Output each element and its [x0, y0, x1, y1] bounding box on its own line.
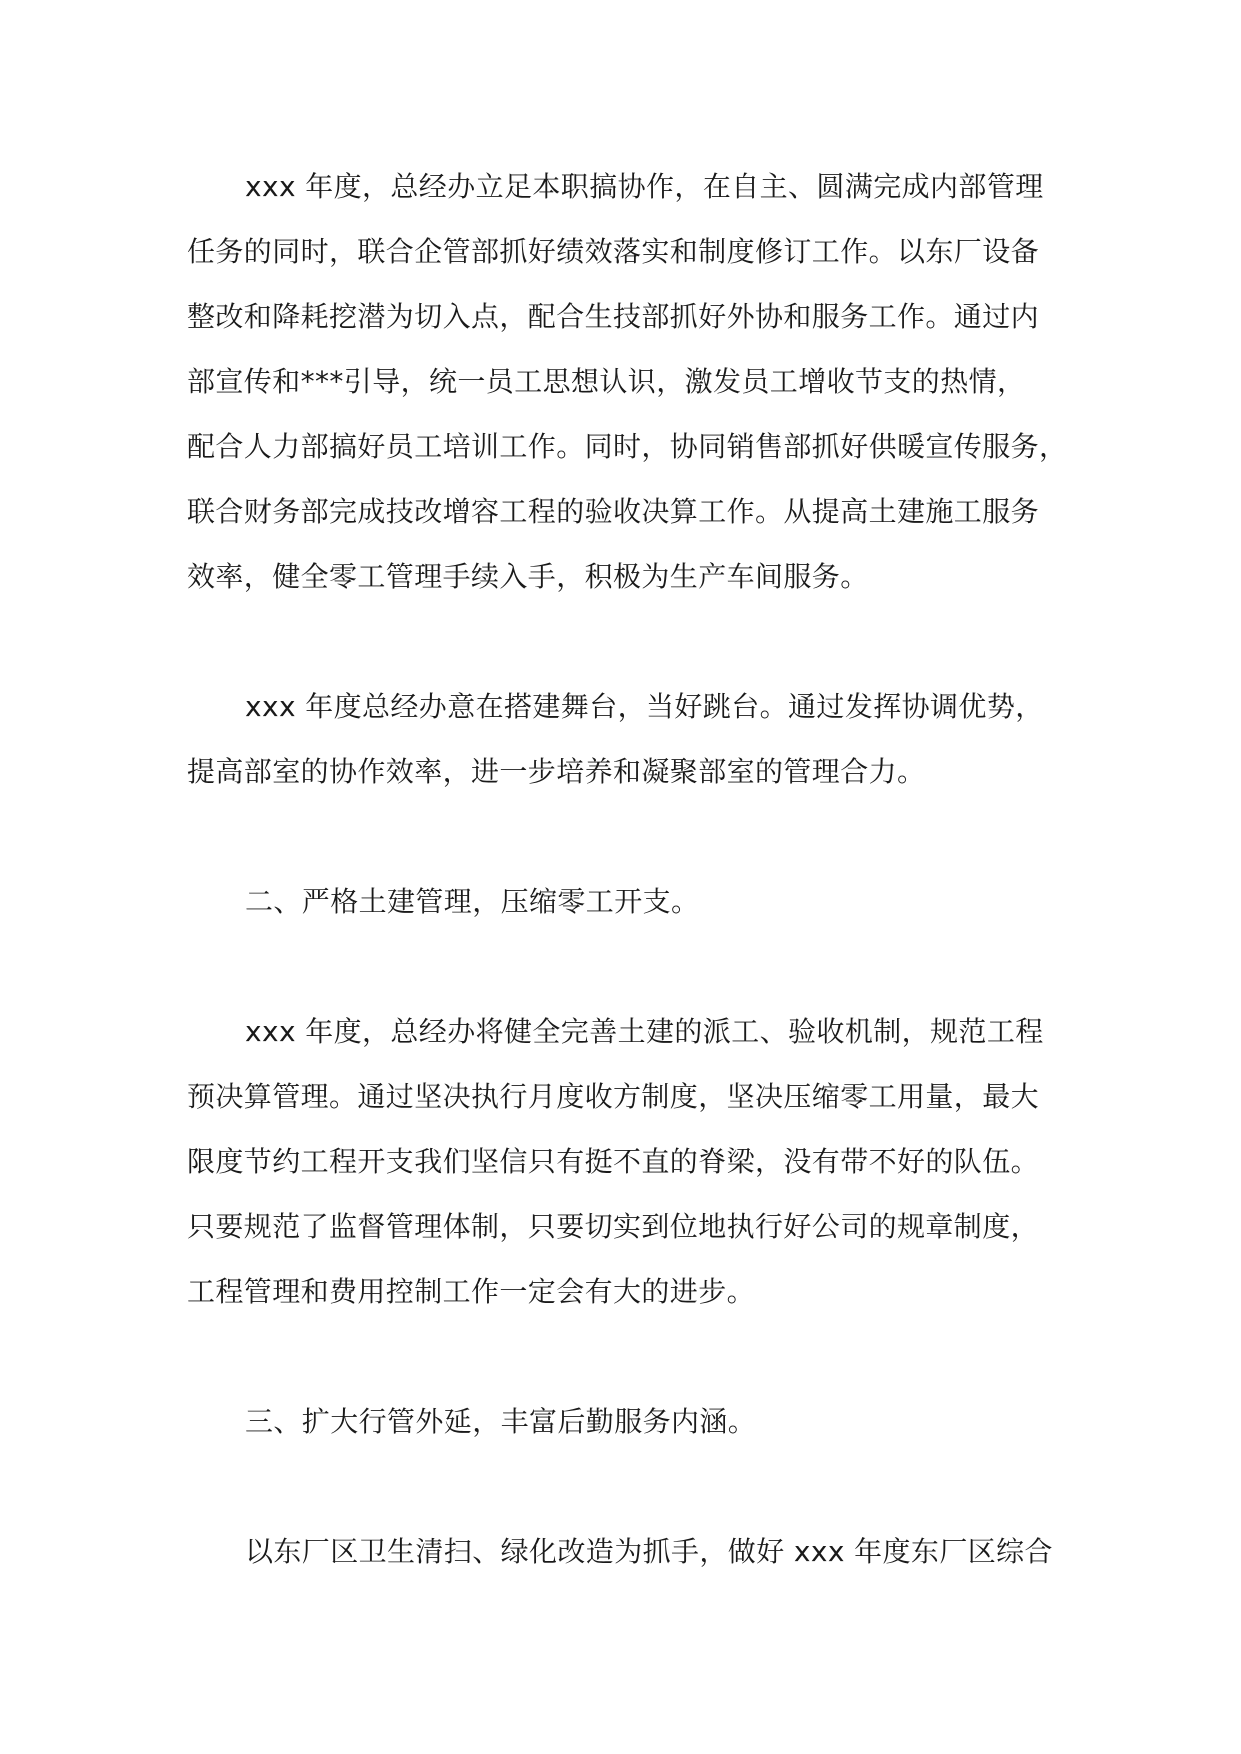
paragraph-construction	[187, 999, 1075, 1324]
paragraph-platform	[187, 674, 1075, 804]
section-heading-3	[187, 1389, 1075, 1454]
document-body	[187, 154, 1075, 1584]
text-line: 任务的同时，联合企管部抓好绩效落实和制度修订工作。以东厂设备	[187, 235, 1040, 268]
text-line: xxx 年度，总经办立足本职搞协作，在自主、圆满完成内部管理	[245, 170, 1044, 203]
text-line: 配合人力部搞好员工培训工作。同时，协同销售部抓好供暖宣传服务，	[187, 430, 1068, 463]
text-line: 提高部室的协作效率，进一步培养和凝聚部室的管理合力。	[187, 755, 926, 788]
text-line: 联合财务部完成技改增容工程的验收决算工作。从提高土建施工服务	[187, 495, 1040, 528]
section-heading-2	[187, 869, 1075, 934]
text-line: 预决算管理。通过坚决执行月度收方制度，坚决压缩零工用量，最大	[187, 1080, 1040, 1113]
paragraph-intro	[187, 154, 1075, 609]
text-line: 工程管理和费用控制工作一定会有大的进步。	[187, 1275, 756, 1308]
heading-text: 二、严格土建管理，压缩零工开支。	[245, 885, 700, 918]
text-line: 部宣传和***引导，统一员工思想认识，激发员工增收节支的热情，	[187, 365, 1026, 398]
paragraph-logistics	[187, 1519, 1075, 1584]
heading-text: 三、扩大行管外延，丰富后勤服务内涵。	[245, 1405, 757, 1438]
text-line: 整改和降耗挖潜为切入点，配合生技部抓好外协和服务工作。通过内	[187, 300, 1040, 333]
text-line: 以东厂区卫生清扫、绿化改造为抓手，做好 xxx 年度东厂区综合	[245, 1535, 1053, 1568]
text-line: 效率，健全零工管理手续入手，积极为生产车间服务。	[187, 560, 869, 593]
text-line: 限度节约工程开支我们坚信只有挺不直的脊梁，没有带不好的队伍。	[187, 1145, 1040, 1178]
text-line: xxx 年度总经办意在搭建舞台，当好跳台。通过发挥协调优势，	[245, 690, 1044, 723]
text-line: 只要规范了监督管理体制，只要切实到位地执行好公司的规章制度，	[187, 1210, 1040, 1243]
text-line: xxx 年度，总经办将健全完善土建的派工、验收机制，规范工程	[245, 1015, 1044, 1048]
